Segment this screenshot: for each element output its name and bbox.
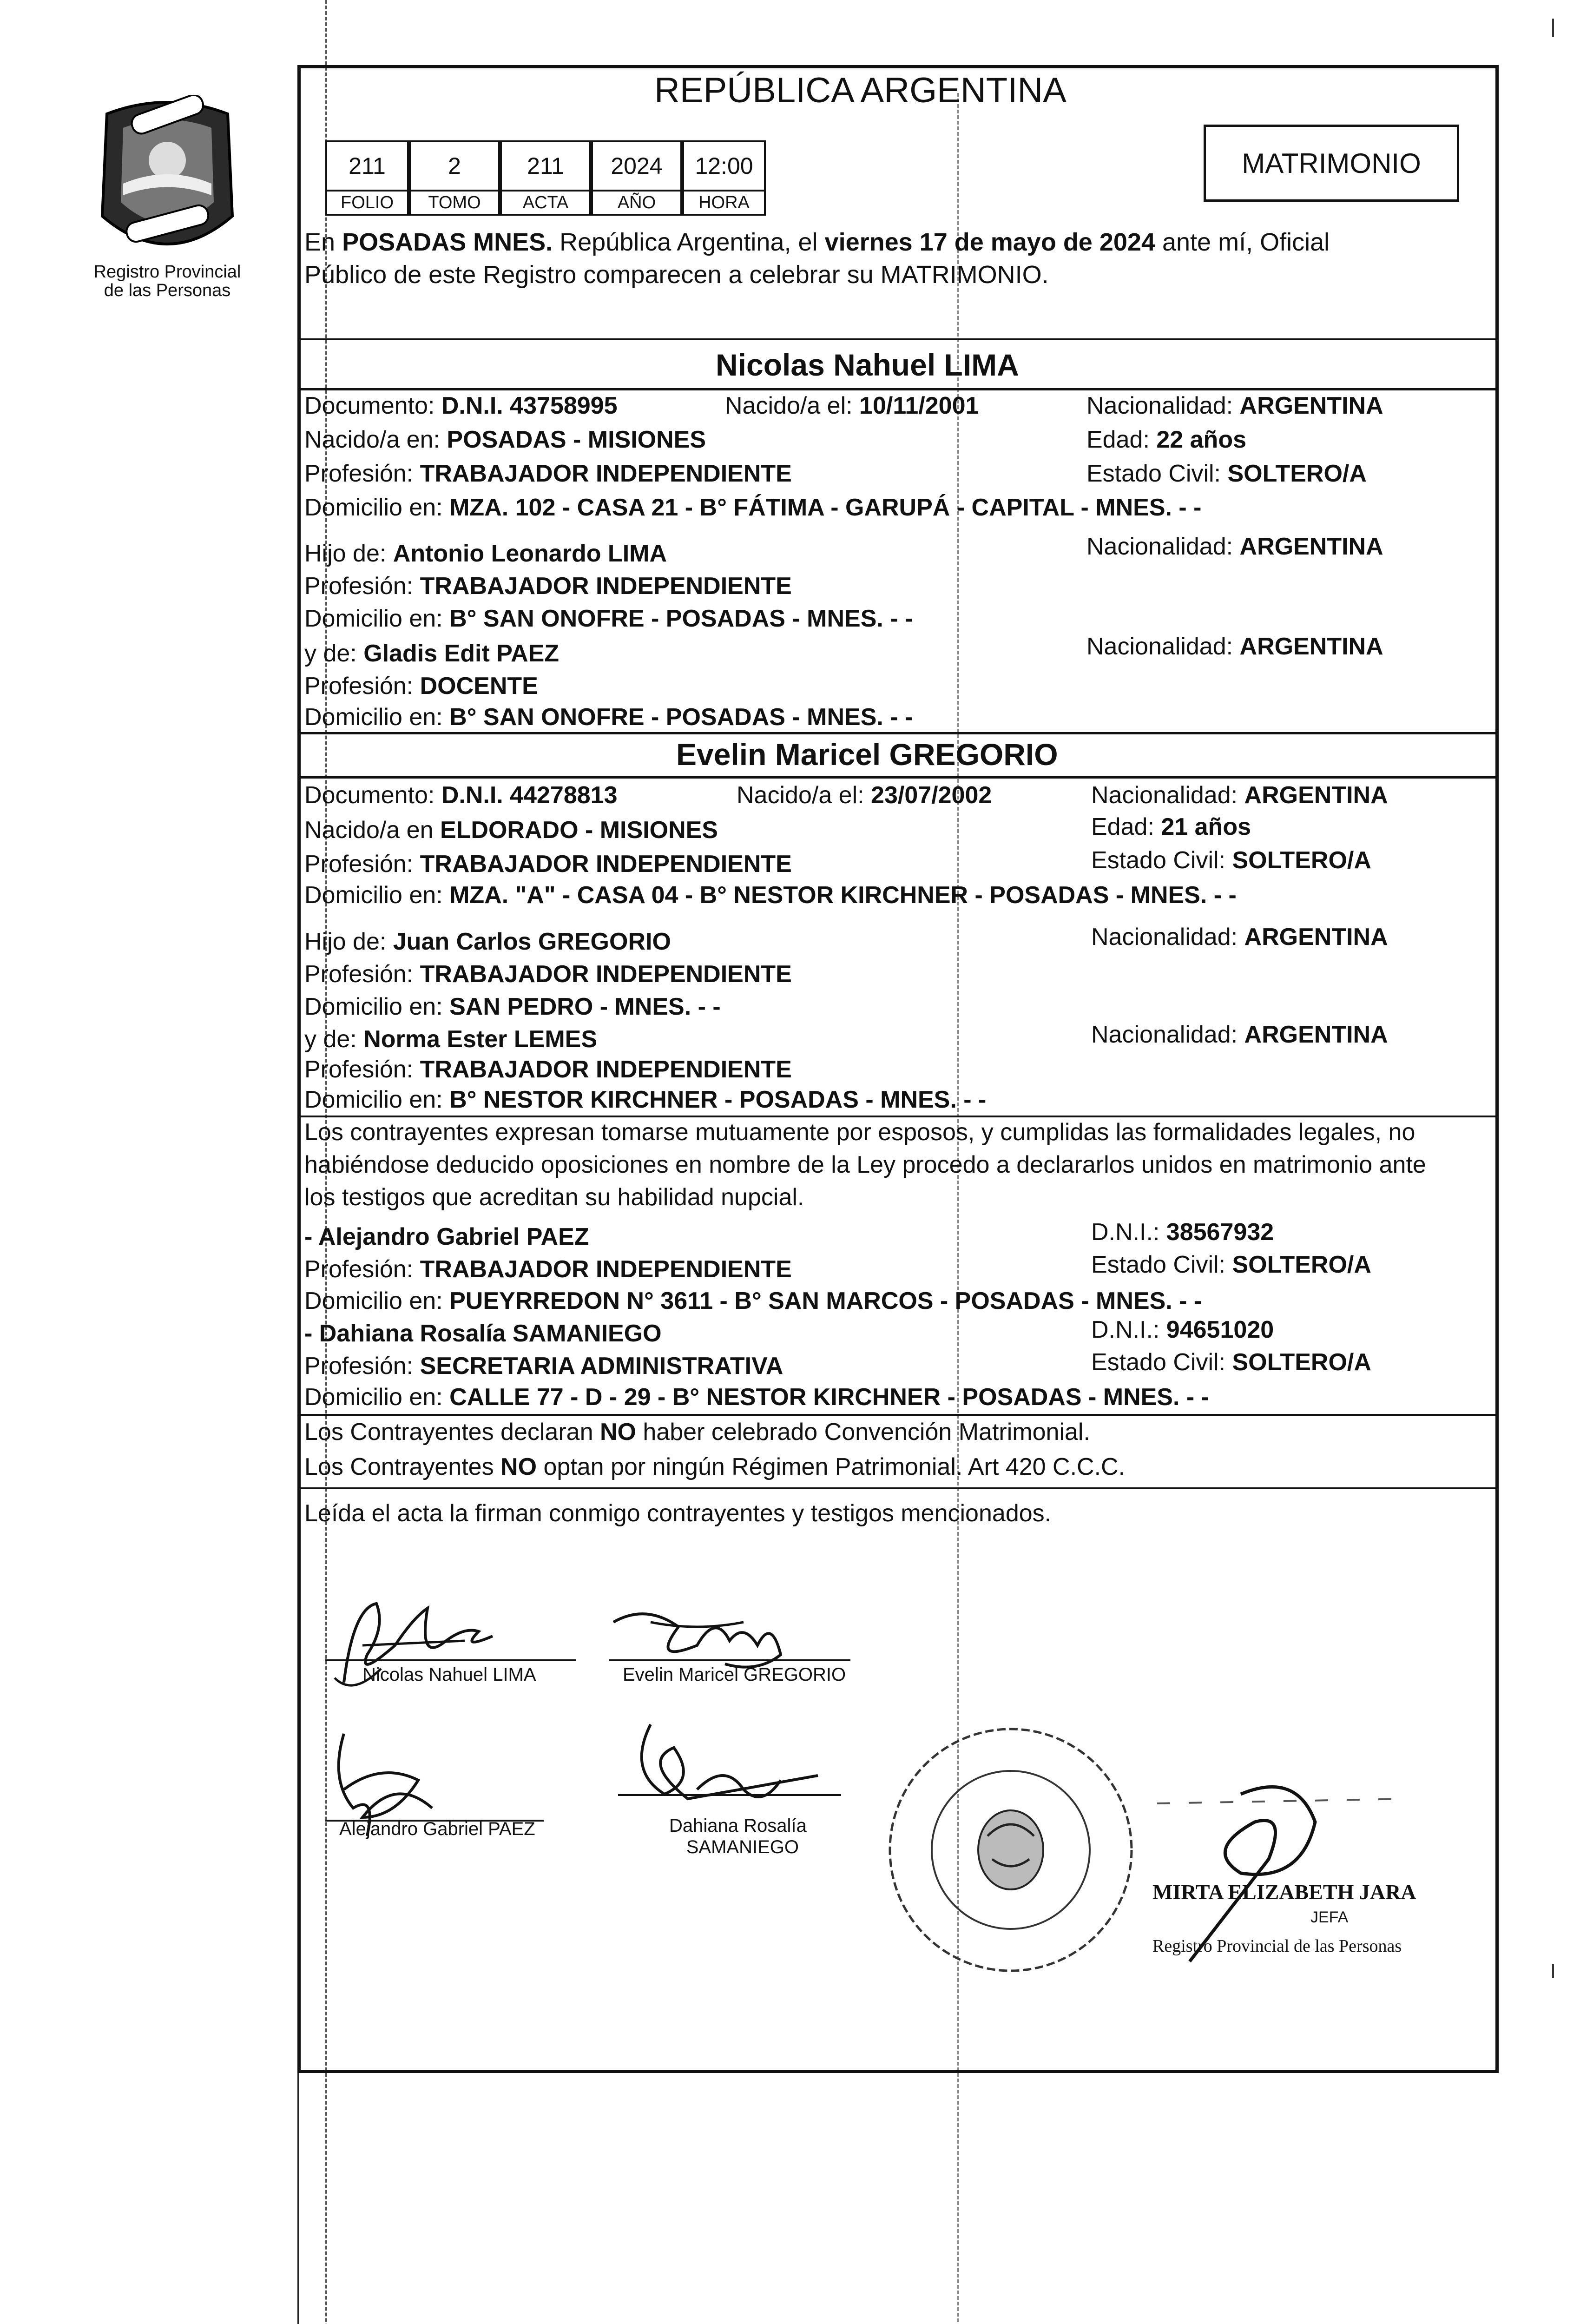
cell-hora-label: HORA [682,190,766,216]
intro-place: POSADAS MNES. [342,228,553,256]
cell-acta-value: 211 [500,140,591,191]
value: D.N.I. 44278813 [441,782,618,809]
cell-acta-label: ACTA [500,190,591,216]
label: Documento: [304,782,441,809]
c1-madre-profesion [304,672,538,700]
value: 38567932 [1166,1219,1274,1246]
text: optan por ningún Régimen Patrimonial. Art 420 C.C.C. [537,1453,1126,1480]
witness1-name: - Alejandro Gabriel PAEZ [304,1223,589,1250]
convention-1 [304,1418,1090,1446]
convention-2 [304,1452,1125,1481]
value: DOCENTE [420,673,538,700]
value: 22 años [1156,426,1246,453]
witness1-profesion [304,1255,792,1284]
label: Profesión: [304,1256,420,1283]
c2-estado-civil [1091,846,1371,875]
official-office: Registro Provincial de las Personas [1152,1936,1402,1956]
divider [297,1414,1499,1416]
cell-folio-label: FOLIO [325,190,409,216]
label: Domicilio en: [304,1287,450,1314]
c1-padre-nacionalidad [1086,532,1383,561]
label: Nacionalidad: [1086,633,1240,660]
province-logo [79,95,256,267]
label: Domicilio en: [304,1384,450,1411]
value: ARGENTINA [1244,1021,1388,1048]
label: Edad: [1091,813,1161,840]
logo-caption-line1: Registro Provincial [93,262,241,282]
value: ELDORADO - MISIONES [440,817,718,844]
label: Hijo de: [304,540,393,567]
c1-profesion [304,459,792,488]
label: Profesión: [304,673,420,700]
intro-line2: Público de este Registro comparecen a celebrar su MATRIMONIO. [304,261,1049,289]
label: Profesión: [304,460,420,487]
value: PUEYRREDON N° 3611 - B° SAN MARCOS - POSADAS - MNES. - - [449,1287,1202,1314]
label: Domicilio en: [304,993,450,1020]
value: B° SAN ONOFRE - POSADAS - MNES. - - [449,605,913,632]
value: Antonio Leonardo LIMA [393,540,667,567]
closing-text: Leída el acta la firman conmigo contrayentes y testigos mencionados. [304,1500,1052,1527]
signature-3-label: Alejandro Gabriel PAEZ [339,1819,535,1839]
signature-3-scribble [325,1724,465,1864]
c2-profesion [304,850,792,878]
divider [297,732,1499,734]
value: 10/11/2001 [859,392,979,419]
value: 94651020 [1166,1316,1274,1343]
contrayente2-name: Evelin Maricel GREGORIO [676,737,1058,772]
label: Nacionalidad: [1091,782,1244,809]
signature-2-label: Evelin Maricel GREGORIO [623,1664,846,1685]
cell-tomo-value: 2 [409,140,500,191]
doc-type-box: MATRIMONIO [1204,125,1459,202]
label: Nacido/a el: [725,392,860,419]
contrayente1-name: Nicolas Nahuel LIMA [716,348,1019,382]
witness2-profesion [304,1352,783,1380]
c2-madre [304,1025,597,1054]
c2-padre-nacionalidad [1091,923,1388,951]
declaration-line3: los testigos que acreditan su habilidad nupcial. [304,1184,804,1211]
c2-nacido-el [737,781,992,810]
label: y de: [304,1026,364,1053]
value: MZA. "A" - CASA 04 - B° NESTOR KIRCHNER - POSADAS - MNES. - - [449,882,1237,909]
emphasis: NO [599,1419,636,1446]
intro-text-2: República Argentina, el [553,228,825,256]
label: Hijo de: [304,928,393,955]
page-title: REPÚBLICA ARGENTINA [654,71,1066,110]
c1-estado-civil [1086,459,1367,488]
logo-caption-line2: de las Personas [104,281,231,300]
value: TRABAJADOR INDEPENDIENTE [420,961,792,988]
value: SECRETARIA ADMINISTRATIVA [420,1353,783,1380]
c2-padre-domicilio [304,992,721,1021]
c2-padre-profesion [304,960,792,989]
official-name: MIRTA ELIZABETH JARA [1152,1880,1416,1904]
value: SAN PEDRO - MNES. - - [449,993,721,1020]
label: Profesión: [304,1056,420,1083]
label: Profesión: [304,851,420,878]
signature-1-label: Nicolas Nahuel LIMA [362,1664,536,1685]
label: Domicilio en: [304,1086,450,1113]
label: Documento: [304,392,441,419]
c2-nacionalidad [1091,781,1388,810]
value: ARGENTINA [1244,782,1388,809]
value: SOLTERO/A [1227,460,1367,487]
value: TRABAJADOR INDEPENDIENTE [420,573,792,600]
c1-madre-nacionalidad [1086,632,1383,661]
cell-tomo-label: TOMO [409,190,500,216]
value: MZA. 102 - CASA 21 - B° FÁTIMA - GARUPÁ - CAPITAL - MNES. - - [449,494,1202,521]
c2-edad [1091,812,1251,841]
value: ARGENTINA [1239,633,1383,660]
witness2-estado-civil [1091,1348,1371,1377]
value: B° NESTOR KIRCHNER - POSADAS - MNES. - - [449,1086,987,1113]
signature-4-label-line1: Dahiana Rosalía [669,1816,807,1836]
label: Edad: [1086,426,1157,453]
cell-anio-label: AÑO [591,190,682,216]
c2-madre-domicilio [304,1085,986,1114]
official-seal-icon [881,1720,1141,1980]
label: Domicilio en: [304,882,450,909]
declaration-line1: Los contrayentes expresan tomarse mutuamente por esposos, y cumplidas las formalidades legales, no [304,1119,1415,1146]
value: POSADAS - MISIONES [447,426,706,453]
label: Profesión: [304,573,420,600]
declaration-line2: habiéndose deducido oposiciones en nombre de la Ley procedo a declararlos unidos en matrimonio ante [304,1151,1426,1178]
c2-madre-nacionalidad [1091,1020,1388,1049]
label: Estado Civil: [1091,1251,1232,1278]
label: Nacido/a el: [737,782,871,809]
value: ARGENTINA [1244,924,1388,951]
signature-4-scribble [613,1715,827,1822]
value: TRABAJADOR INDEPENDIENTE [420,460,792,487]
text: Los Contrayentes [304,1453,501,1480]
witness1-estado-civil [1091,1250,1371,1279]
margin-mark [1552,1964,1554,1978]
value: Juan Carlos GREGORIO [393,928,671,955]
c2-domicilio [304,881,1237,910]
label: Nacido/a en [304,817,440,844]
logo-caption [70,263,265,300]
cell-folio-value: 211 [325,140,409,191]
value: ARGENTINA [1239,533,1383,560]
value: D.N.I. 43758995 [441,392,618,419]
intro-date: viernes 17 de mayo de 2024 [824,228,1155,256]
divider [297,388,1499,390]
cell-anio-value: 2024 [591,140,682,191]
label: Estado Civil: [1091,1349,1232,1376]
witness1-dni [1091,1218,1274,1247]
label: Nacionalidad: [1091,1021,1244,1048]
label: Nacionalidad: [1086,392,1240,419]
signature-line [609,1659,850,1661]
value: Norma Ester LEMES [363,1026,597,1053]
emphasis: NO [500,1453,537,1480]
intro-text-1: En [304,228,342,256]
c1-nacido-el [725,391,979,420]
label: Domicilio en: [304,605,450,632]
divider [297,1487,1499,1489]
value: SOLTERO/A [1232,847,1371,874]
value: SOLTERO/A [1232,1349,1371,1376]
c1-edad [1086,425,1246,454]
witness2-name: - Dahiana Rosalía SAMANIEGO [304,1320,662,1347]
witness1-domicilio [304,1287,1202,1315]
text: Los Contrayentes declaran [304,1419,600,1446]
c1-documento [304,391,618,420]
label: Nacionalidad: [1086,533,1240,560]
signature-4-label-line2: SAMANIEGO [686,1837,799,1857]
label: Domicilio en: [304,704,450,731]
province-coat-of-arms-icon [79,95,256,267]
value: 23/07/2002 [871,782,992,809]
value: Gladis Edit PAEZ [363,640,560,667]
signature-line [618,1794,841,1796]
c1-padre-profesion [304,572,792,601]
value: CALLE 77 - D - 29 - B° NESTOR KIRCHNER - POSADAS - MNES. - - [449,1384,1209,1411]
value: B° SAN ONOFRE - POSADAS - MNES. - - [449,704,913,731]
c1-madre-domicilio [304,703,913,732]
margin-mark [1552,19,1554,37]
signature-4-label [669,1815,807,1858]
label: Estado Civil: [1091,847,1232,874]
label: Nacido/a en: [304,426,447,453]
divider [297,338,1499,340]
margin-line [297,2073,299,2324]
signature-line [325,1659,576,1661]
c2-padre [304,927,671,956]
intro-line1 [304,228,1330,257]
value: 21 años [1161,813,1251,840]
label: Profesión: [304,961,420,988]
intro-text-3: ante mí, Oficial [1155,228,1330,256]
c1-domicilio [304,493,1201,522]
cell-hora-value: 12:00 [682,140,766,191]
witness2-dni [1091,1315,1274,1344]
official-role: JEFA [1310,1908,1349,1926]
c1-madre [304,639,559,668]
value: TRABAJADOR INDEPENDIENTE [420,851,792,878]
text: haber celebrado Convención Matrimonial. [636,1419,1090,1446]
c1-padre [304,539,667,568]
c2-madre-profesion [304,1055,792,1084]
label: y de: [304,640,364,667]
label: Nacionalidad: [1091,924,1244,951]
value: TRABAJADOR INDEPENDIENTE [420,1256,792,1283]
c2-documento [304,781,618,810]
value: TRABAJADOR INDEPENDIENTE [420,1056,792,1083]
label: D.N.I.: [1091,1316,1166,1343]
label: Profesión: [304,1353,420,1380]
value: SOLTERO/A [1232,1251,1371,1278]
witness2-domicilio [304,1383,1209,1412]
value: ARGENTINA [1239,392,1383,419]
label: D.N.I.: [1091,1219,1166,1246]
label: Estado Civil: [1086,460,1228,487]
c1-padre-domicilio [304,604,913,633]
c1-nacionalidad [1086,391,1383,420]
divider [297,1116,1499,1117]
c1-nacido-en [304,425,706,454]
label: Domicilio en: [304,494,450,521]
divider [297,776,1499,779]
c2-nacido-en [304,816,718,845]
